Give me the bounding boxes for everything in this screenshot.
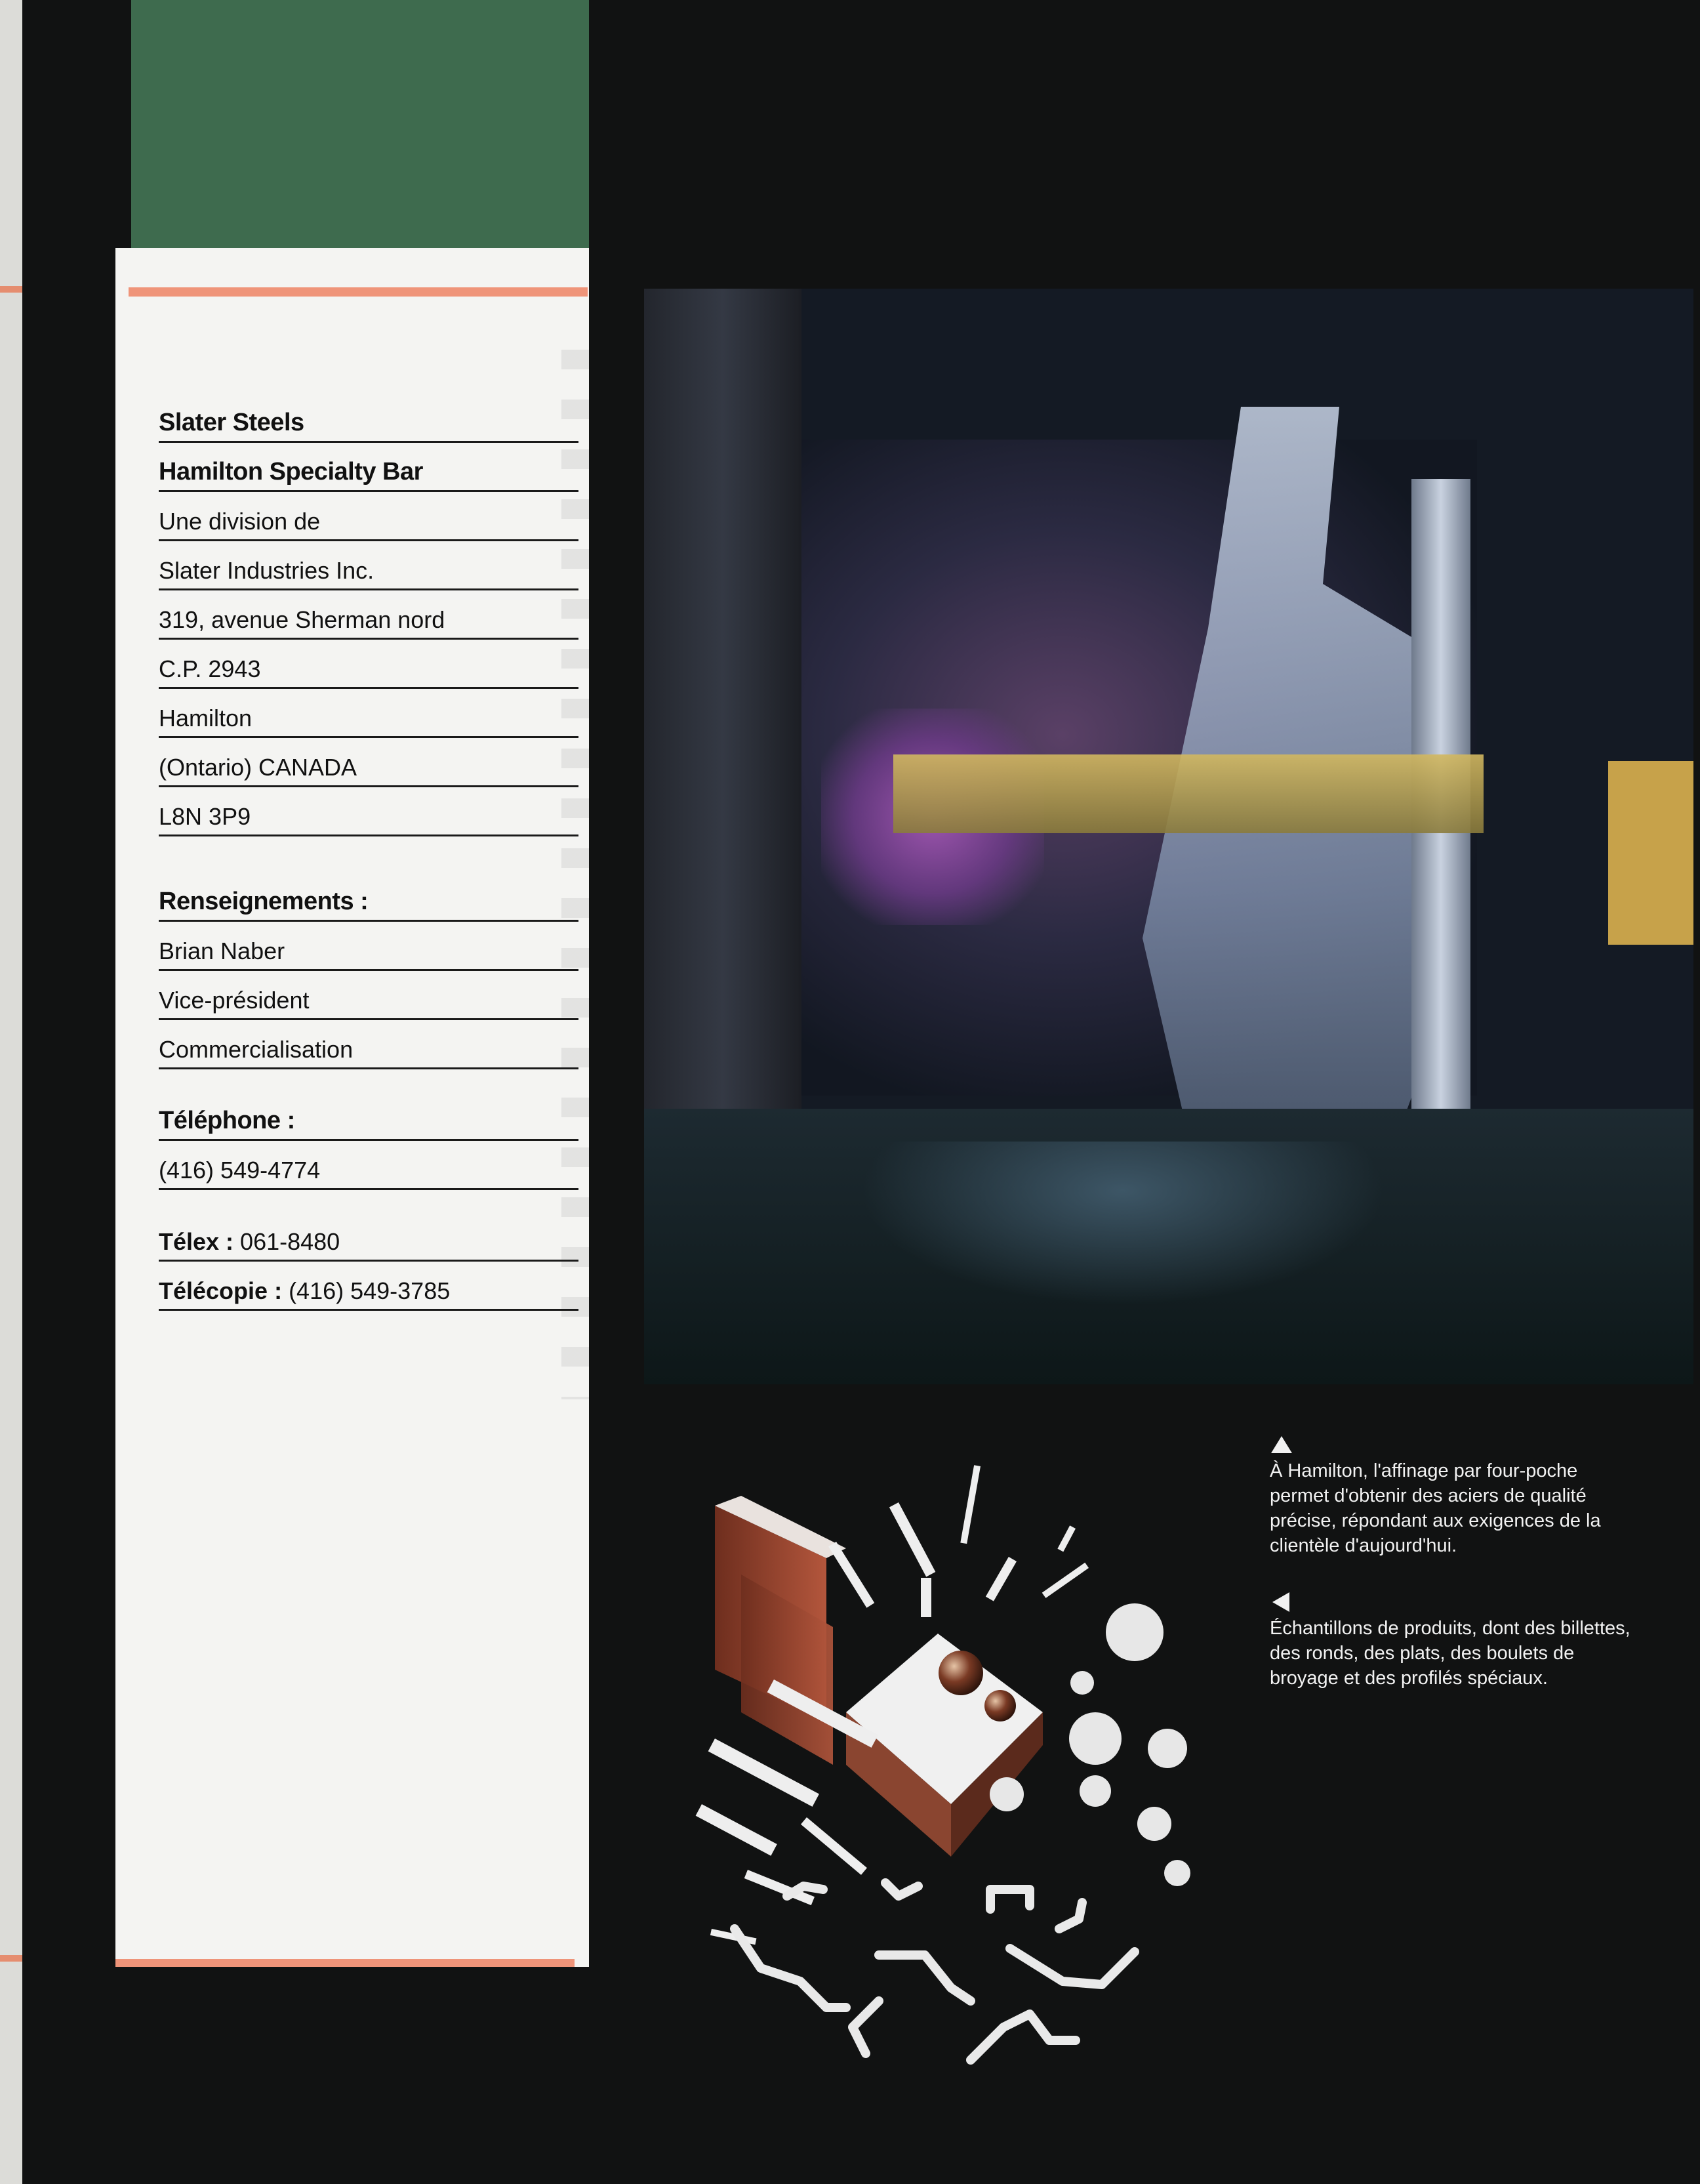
- contact-title: Vice-président: [159, 971, 578, 1020]
- telex-line: [159, 1212, 578, 1262]
- phone-heading: Téléphone :: [159, 1092, 578, 1141]
- info-heading: Renseignements :: [159, 873, 578, 922]
- accent-rule-top: [129, 287, 588, 297]
- contact-list: [159, 394, 578, 1311]
- photo-caption: À Hamilton, l'affinage par four-poche permet d'obtenir des aciers de qualité précise, répondant aux exigences de la clientèle d'aujourd'hui.: [1270, 1460, 1601, 1556]
- accent-rule-bottom: [115, 1959, 575, 1967]
- po-box: C.P. 2943: [159, 640, 578, 689]
- triangle-left-icon: [1270, 1591, 1293, 1613]
- left-page-edge: [0, 0, 22, 2184]
- edge-mark: [0, 1955, 22, 1962]
- province: (Ontario) CANADA: [159, 738, 578, 787]
- contact-name: Brian Naber: [159, 922, 578, 971]
- triangle-up-icon: [1270, 1433, 1293, 1456]
- fax-number: (416) 549-3785: [289, 1277, 451, 1304]
- company-name: Slater Steels: [159, 394, 578, 443]
- contact-department: Commercialisation: [159, 1020, 578, 1069]
- telex-label: Télex :: [159, 1228, 234, 1255]
- postal-code: L8N 3P9: [159, 787, 578, 836]
- phone-number: (416) 549-4774: [159, 1141, 578, 1190]
- ladle-furnace-photo: [644, 289, 1693, 1384]
- address-line: Slater Industries Inc.: [159, 541, 578, 590]
- products-caption: Échantillons de produits, dont des billettes, des ronds, des plats, des boulets de broyage et des profilés spéciaux.: [1270, 1618, 1630, 1689]
- fax-line: [159, 1262, 578, 1311]
- product-samples-photo: [676, 1437, 1240, 2126]
- address-line: Une division de: [159, 492, 578, 541]
- street-address: 319, avenue Sherman nord: [159, 590, 578, 640]
- fax-label: Télécopie :: [159, 1277, 283, 1304]
- telex-number: 061-8480: [240, 1228, 340, 1255]
- captions: [1270, 1433, 1637, 1723]
- division-name: Hamilton Specialty Bar: [159, 443, 578, 492]
- edge-mark: [0, 286, 22, 293]
- city: Hamilton: [159, 689, 578, 738]
- green-color-block: [131, 0, 589, 248]
